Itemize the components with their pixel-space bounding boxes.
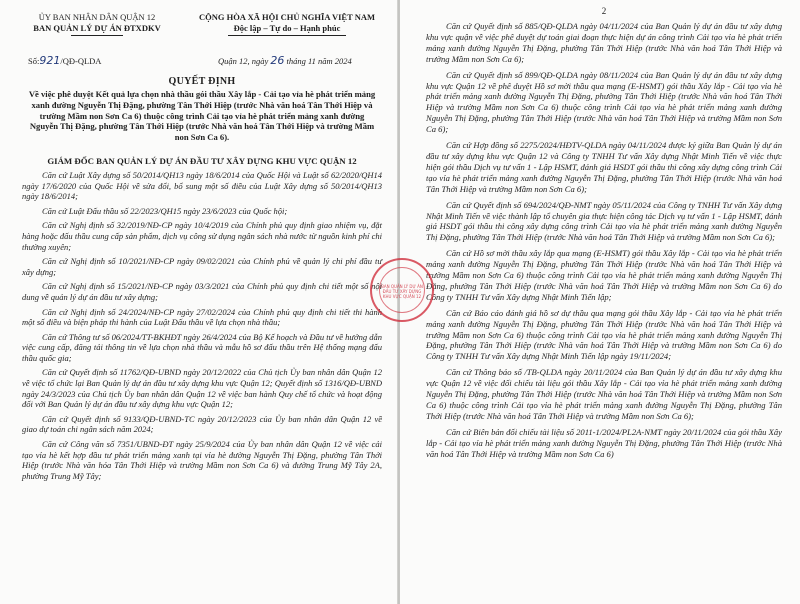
citation: Căn cứ Quyết định số 885/QĐ-QLDA ngày 04/11/2024 của Ban Quản lý dự án đầu tư xây dựng khu vực quận về việc phê duyệt dự toán giai đoạn thực hiện dự án công trình Cải tạo vỉa hè phát triển mảng xanh đường Nguyễn Thị Đặng, phường Tân Thới Hiệp (trước Nhà văn hoá Tân Thới Hiệp và trường Mầm non Sơn Ca 6);: [426, 21, 782, 64]
issuing-agency: [22, 12, 172, 36]
document-number: [28, 54, 101, 67]
citation: Căn cứ Nghị định số 15/2021/NĐ-CP ngày 03/3/2021 của Chính phủ quy định chi tiết một số nội dung về quản lý dự án đầu tư xây dựng;: [22, 281, 382, 302]
citation: Căn cứ Báo cáo đánh giá hồ sơ dự thầu qua mạng gói thầu Xây lắp - Cải tạo vỉa hè phát triển mảng xanh đường Nguyễn Thị Đặng, phường Tân Thới Hiệp (trước Nhà văn hoá Tân Thới Hiệp và trường Mầm non Sơn Ca 6) thuộc công trình Cải tạo vỉa hè phát triển mảng xanh đường Nguyễn Thị Đặng, phường Tân Thới Hiệp (trước Nhà văn hoá Tân Thới Hiệp và trường Mầm non Sơn Ca 6) do Công ty TNHH Tư vấn Xây dựng Nhật Minh Tiến lập ngày 19/11/2024;: [426, 307, 782, 362]
page-2: [381, 0, 800, 604]
citation: Căn cứ Quyết định số 899/QĐ-QLDA ngày 08/11/2024 của Ban Quản lý dự án đầu tư xây dựng khu vực Quận 12 về phê duyệt Hồ sơ mời thầu qua mạng (E-HSMT) gói thầu Xây lắp - Cải tạo vỉa hè phát triển mảng xanh đường Nguyễn Thị Đặng, phường Tân Thới Hiệp (trước Nhà văn hoá Tân Thới Hiệp và trường Mầm non Sơn Ca 6) thuộc công trình Cải tạo vỉa hè phát triển mảng xanh đường Nguyễn Thị Đặng, phường Tân Thới Hiệp (trước Nhà văn hoá Tân Thới Hiệp và trường Mầm non Sơn Ca 6);: [426, 69, 782, 135]
decision-title: QUYẾT ĐỊNH: [168, 76, 236, 87]
handwritten-day: 26: [270, 54, 285, 67]
citation: Căn cứ Thông báo số /TB-QLDA ngày 20/11/2024 của Ban Quản lý dự án đầu tư xây dựng khu vực Quận 12 về việc đối chiếu tài liệu gói thầu Xây lắp - Cải tạo vỉa hè phát triển mảng xanh đường Nguyễn Thị Đặng, phường Tân Thới Hiệp (trước Nhà văn hoá Tân Thới Hiệp và trường Mầm non Sơn Ca 6) thuộc công trình Cải tạo vỉa hè phát triển mảng xanh đường Nguyễn Thị Đặng, phường Tân Thới Hiệp (trước Nhà văn hoá Tân Thới Hiệp và trường Mầm non Sơn Ca 6);: [426, 367, 782, 421]
document-header: [22, 12, 382, 52]
page-1: [0, 0, 398, 604]
director-heading: GIÁM ĐỐC BAN QUẢN LÝ DỰ ÁN ĐẦU TƯ XÂY DỰNG KHU VỰC QUẬN 12: [47, 155, 357, 166]
board-name: BAN QUẢN LÝ DỰ ÁN ĐTXDKV: [33, 23, 161, 33]
citation: Căn cứ Nghị định số 24/2024/NĐ-CP ngày 27/02/2024 của Chính phủ quy định chi tiết thi hành một số điều và biện pháp thi hành của Luật Đấu thầu về lựa chọn nhà thầu;: [22, 306, 382, 328]
date-before: Quận 12, ngày: [218, 56, 269, 66]
citation: Căn cứ Biên bản đối chiếu tài liệu số 2011-1/2024/PL2A-NMT ngày 20/11/2024 của gói thầu Xây lắp - Cải tạo vỉa hè phát triển mảng xanh đường Nguyễn Thị Đặng, phường Tân Thới Hiệp (trước Nhà văn hoá Tân Thới Hiệp và trường Mầm non Sơn Ca 6): [426, 426, 782, 459]
page-number: 2: [601, 6, 607, 16]
handwritten-number: 921: [39, 54, 61, 67]
number-date-line: [22, 52, 382, 68]
citation: Căn cứ Hợp đồng số 2275/2024/HĐTV-QLDA ngày 04/11/2024 được ký giữa Ban Quản lý dự án đầu tư xây dựng khu vực Quận 12 và Công ty TNHH Tư vấn Xây dựng Nhật Minh Tiến về việc thực hiện gói thầu Dịch vụ tư vấn 1 - Lập HSMT, đánh giá HSDT gói thầu thi công xây dựng công trình Cải tạo vỉa hè phát triển mảng xanh đường Nguyễn Thị Đặng, phường Tân Thới Hiệp (trước Nhà văn hoá Tân Thới Hiệp và trường Mầm non Sơn Ca 6);: [426, 140, 782, 194]
official-seal: [370, 258, 434, 322]
date-after: tháng 11 năm 2024: [286, 56, 352, 66]
citation: Căn cứ Luật Xây dựng số 50/2014/QH13 ngày 18/6/2014 của Quốc Hội và Luật số 62/2020/QH14 ngày 17/6/2020 của Quốc Hội về sửa đổi, bổ sung một số điều của Luật Xây dựng số 50/2014/QH13 ngày 18/6/2014;: [22, 169, 382, 202]
number-suffix: /QĐ-QLDA: [60, 56, 102, 66]
number-prefix: Số:: [28, 56, 40, 66]
motto-underline: [228, 35, 346, 36]
seal-lettering: BAN QUẢN LÝ DỰ ÁN ĐẦU TƯ XÂY DỰNG KHU VỰC QUẬN 12: [381, 284, 423, 299]
citation: Căn cứ Quyết định số 11762/QĐ-UBND ngày 20/12/2022 của Chủ tịch Ủy ban nhân dân Quận 12 về việc tổ chức lại Ban Quản lý dự án đầu tư xây dựng khu vực Quận 12; Quyết định số 1316/QĐ-UBND ngày 24/3/2023 của Chủ tịch Ủy ban nhân dân Quận 12 về việc ban hành Quy chế tổ chức và hoạt động đối với Ban Quản lý dự án đầu tư xây dựng khu vực Quận 12;: [22, 367, 382, 410]
national-heading: [187, 12, 387, 36]
citation: Căn cứ Quyết định số 694/2024/QĐ-NMT ngày 05/11/2024 của Công ty TNHH Tư vấn Xây dựng Nhật Minh Tiến về việc thành lập tổ chuyên gia thực hiện công tác Dịch vụ tư vấn 1 - Lập HSMT, đánh giá HSDT gói thầu thi công xây dựng công trình Cải tạo vỉa hè phát triển mảng xanh đường Nguyễn Thị Đặng, phường Tân Thới Hiệp (trước Nhà văn hoá Tân Thới Hiệp và trường Mầm non Sơn Ca 6);: [426, 199, 782, 243]
issue-date: [218, 54, 352, 67]
citation: Căn cứ Nghị định số 10/2021/NĐ-CP ngày 09/02/2021 của Chính phủ về quản lý chi phí đầu tư xây dựng;: [22, 256, 382, 277]
national-motto: Độc lập – Tự do – Hạnh phúc: [233, 23, 341, 33]
citation: Căn cứ Hồ sơ mời thầu xây lắp qua mạng (E-HSMT) gói thầu Xây lắp - Cải tạo vỉa hè phát triển mảng xanh đường Nguyễn Thị Đặng, phường Tân Thới Hiệp (trước Nhà văn hoá Tân Thới Hiệp và trường Mầm non Sơn Ca 6) thuộc công trình Cải tạo vỉa hè phát triển mảng xanh đường Nguyễn Thị Đặng, phường Tân Thới Hiệp (trước Nhà văn hoá Tân Thới Hiệp và trường Mầm non Sơn Ca 6) do Công ty TNHH Tư vấn Xây dựng Nhật Minh Tiến lập;: [426, 248, 782, 302]
citation: Căn cứ Nghị định số 32/2019/NĐ-CP ngày 10/4/2019 của Chính phủ quy định giao nhiệm vụ, đặt hàng hoặc đấu thầu cung cấp sản phẩm, dịch vụ công sử dụng ngân sách nhà nước từ nguồn kinh phí chi thường xuyên;: [22, 220, 382, 252]
nation-name: CỘNG HÒA XÃ HỘI CHỦ NGHĨA VIỆT NAM: [198, 12, 376, 22]
citation: Căn cứ Quyết định số 9133/QĐ-UBND-TC ngày 20/12/2023 của Ủy ban nhân dân Quận 12 về giao dự toán chi ngân sách năm 2024;: [22, 413, 382, 435]
committee-name: ỦY BAN NHÂN DÂN QUẬN 12: [38, 12, 156, 22]
citation: Căn cứ Thông tư số 06/2024/TT-BKHĐT ngày 26/4/2024 của Bộ Kế hoạch và Đầu tư về hướng dẫn việc cung cấp, đăng tải thông tin về lựa chọn nhà thầu và mẫu hồ sơ đấu thầu trên Hệ thống mạng đấu thầu quốc gia;: [22, 331, 382, 363]
decision-subject: Về việc phê duyệt Kết quả lựa chọn nhà thầu gói thầu Xây lắp - Cải tạo vỉa hè phát triển mảng xanh đường Nguyễn Thị Đặng, phường Tân Thới Hiệp (trước Nhà văn hoá Tân Thới Hiệp và trường Mầm non Sơn Ca 6) thuộc công trình Cải tạo vỉa hè phát triển mảng xanh đường Nguyễn Thị Đặng, phường Tân Thới Hiệp (trước Nhà văn hoá Tân Thới Hiệp và trường Mầm non Sơn Ca 6).: [28, 89, 376, 143]
citation: Căn cứ Luật Đấu thầu số 22/2023/QH15 ngày 23/6/2023 của Quốc hội;: [42, 205, 288, 216]
agency-underline: [71, 35, 123, 36]
citation: Căn cứ Công văn số 7351/UBND-ĐT ngày 25/9/2024 của Ủy ban nhân dân Quận 12 về việc cải tạo vỉa hè kết hợp đầu tư phát triển mảng xanh tại vỉa hè đường Nguyễn Thị Đặng, phường Tân Thới Hiệp (trước Nhà văn hóa Tân Thới Hiệp và trường Mầm non Sơn Ca 6) và đường Trung Mỹ Tây 2A, phường Trung Mỹ Tây;: [22, 439, 382, 481]
